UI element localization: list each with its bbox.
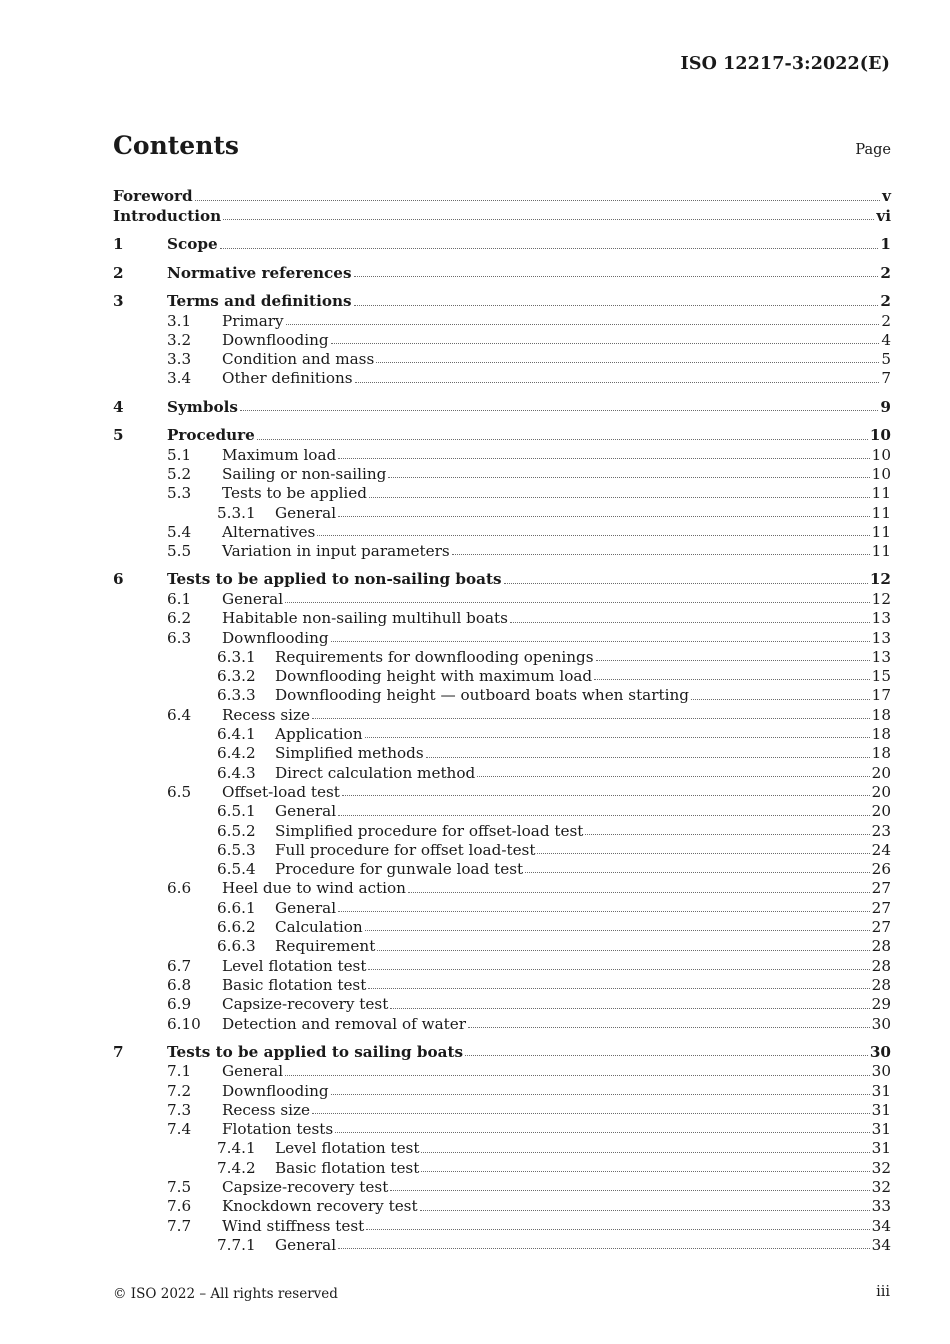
toc-entry-title: Level flotation test [275,1139,420,1158]
toc-entry-page: vi [876,206,891,225]
toc-entry[interactable] [113,841,891,860]
toc-entry-title: Capsize-recovery test [222,995,389,1014]
toc-entry-title: Condition and mass [222,350,375,369]
toc-entry-number: 6.4.1 [217,725,256,744]
toc-entry-number: 6.6 [167,879,192,898]
toc-entry-page: 2 [880,292,891,310]
toc-entry-title: Other definitions [222,369,353,388]
dot-leader [452,553,870,555]
toc-entry-page: 18 [871,744,891,763]
toc-entry[interactable] [113,465,891,484]
toc-entry-page: 10 [871,464,891,483]
toc-entry-page: 32 [871,1158,891,1177]
toc-entry-number: 6.3 [167,628,192,647]
toc-entry-title: Wind stiffness test [222,1216,365,1235]
toc-entry-page: 20 [871,802,891,821]
dot-leader [317,534,869,536]
toc-entry[interactable] [113,1120,891,1139]
toc-entry-number: 6.6.2 [217,918,256,937]
toc-entry[interactable] [113,292,891,312]
toc-entry-number: 5.4 [167,522,192,541]
toc-entry-number: 7.7 [167,1216,192,1235]
dot-leader [388,476,869,478]
toc-entry-page: 27 [871,898,891,917]
page-column-label: Page [855,142,891,158]
toc-entry-number: 7.1 [167,1062,192,1081]
toc-entry-page: 11 [871,542,891,561]
toc-entry[interactable] [113,398,891,418]
toc-entry-number: 2 [113,263,124,282]
toc-entry[interactable] [113,264,891,284]
toc-entry-number: 5.5 [167,542,192,561]
toc-entry-title: Procedure for gunwale load test [275,860,524,879]
toc-entry-page: 34 [871,1235,891,1254]
toc-entry-page: 31 [871,1081,891,1100]
copyright-footer: © ISO 2022 – All rights reserved [113,1286,338,1302]
dot-leader [285,601,870,603]
toc-entry-number: 3 [113,292,124,310]
toc-entry-page: 11 [871,503,891,522]
toc-entry-title: Introduction [113,206,222,225]
toc-entry-number: 7.6 [167,1197,192,1216]
toc-entry-title: Offset-load test [222,782,340,801]
dot-leader [286,323,880,325]
toc-entry-number: 6.5.3 [217,840,256,859]
dot-leader [468,1026,870,1028]
dot-leader [377,949,869,951]
toc-entry-title: Foreword [113,187,193,205]
toc-entry-page: 31 [871,1120,891,1139]
dot-leader [338,457,869,459]
toc-entry-title: Recess size [222,705,310,724]
toc-entry-number: 7.4.2 [217,1158,256,1177]
toc-entry-page: 20 [871,782,891,801]
dot-leader [525,871,870,873]
toc-entry-number: 6.5.4 [217,860,256,879]
toc-entry-title: Tests to be applied [222,484,367,503]
toc-entry[interactable] [113,426,891,446]
toc-entry-page: 1 [880,235,891,253]
toc-entry-page: 18 [871,725,891,744]
dot-leader [335,1131,869,1133]
toc-entry[interactable] [113,187,891,207]
toc-entry-number: 7.3 [167,1100,192,1119]
toc-entry-number: 5.3 [167,484,192,503]
toc-entry-title: Simplified procedure for offset-load test [275,821,584,840]
toc-entry-title: Recess size [222,1100,310,1119]
toc-entry-number: 6.6.1 [217,898,256,917]
toc-entry-title: Requirements for downflooding openings [275,647,594,666]
toc-entry-title: Downflooding [222,1081,329,1100]
toc-entry-page: 27 [871,918,891,937]
toc-entry-page: 2 [880,263,891,282]
toc-entry[interactable] [113,667,891,686]
toc-entry-page: 9 [880,397,891,416]
toc-entry-page: 29 [871,995,891,1014]
toc-entry-title: General [222,1062,284,1081]
toc-entry-number: 3.2 [167,330,192,349]
dot-leader [195,199,881,201]
dot-leader [376,361,879,363]
toc-entry-title: Direct calculation method [275,763,476,782]
toc-entry-number: 6.8 [167,975,192,994]
toc-entry-page: 12 [869,570,891,589]
dot-leader [420,1209,870,1211]
toc-entry-title: Scope [167,235,218,253]
dot-leader [368,987,869,989]
dot-leader [312,717,870,719]
toc-entry[interactable] [113,350,891,369]
toc-entry-title: Downflooding height with maximum load [275,667,593,686]
dot-leader [285,1074,870,1076]
toc-entry-page: 13 [871,609,891,628]
toc-entry-page: 11 [871,484,891,503]
toc-entry-number: 3.4 [167,369,192,388]
toc-entry[interactable] [113,369,891,388]
toc-entry[interactable] [113,822,891,841]
dot-leader [338,910,870,912]
toc-entry-title: General [275,1235,337,1254]
toc-entry-page: 5 [881,350,891,369]
dot-leader [223,218,874,220]
toc-entry[interactable] [113,1082,891,1101]
toc-entry-number: 4 [113,397,124,416]
toc-entry-page: 15 [871,667,891,686]
toc-entry-number: 3.3 [167,350,192,369]
toc-entry[interactable] [113,1139,891,1158]
toc-entry-page: 28 [871,937,891,956]
toc-entry-number: 7 [113,1042,124,1061]
toc-entry[interactable] [113,235,891,255]
toc-entry[interactable] [113,976,891,995]
dot-leader [331,342,880,344]
toc-entry-number: 6.4.3 [217,763,256,782]
toc-entry-number: 6.2 [167,609,192,628]
toc-entry[interactable] [113,706,891,725]
toc-entry-title: Variation in input parameters [222,542,450,561]
toc-entry-title: General [275,802,337,821]
dot-leader [220,247,879,249]
toc-entry-page: 27 [871,879,891,898]
toc-entry-title: Level flotation test [222,956,367,975]
toc-entry-title: Primary [222,311,284,330]
dot-leader [537,852,869,854]
toc-entry[interactable] [113,1043,891,1063]
toc-entry-number: 5.3.1 [217,503,256,522]
toc-entry[interactable] [113,1159,891,1178]
toc-entry-title: Flotation tests [222,1120,334,1139]
dot-leader [408,891,870,893]
toc-entry-title: General [275,503,337,522]
toc-entry[interactable] [113,609,891,628]
toc-entry-title: Heel due to wind action [222,879,406,898]
toc-entry-page: 17 [871,686,891,705]
toc-entry[interactable] [113,957,891,976]
toc-entry-title: General [275,898,337,917]
toc-entry[interactable] [113,570,891,590]
toc-entry[interactable] [113,484,891,503]
table-of-contents [113,183,891,1255]
toc-entry-number: 7.4.1 [217,1139,256,1158]
toc-entry-page: 18 [871,705,891,724]
toc-entry-number: 6.6.3 [217,937,256,956]
dot-leader [504,582,868,584]
dot-leader [390,1007,869,1009]
toc-entry[interactable] [113,1101,891,1120]
dot-leader [368,968,869,970]
dot-leader [331,640,870,642]
document-id-header: ISO 12217-3:2022(E) [680,54,890,74]
toc-entry[interactable] [113,331,891,350]
toc-entry-number: 6.5 [167,782,192,801]
toc-entry-page: 26 [871,860,891,879]
toc-entry[interactable] [113,860,891,879]
toc-entry[interactable] [113,1217,891,1236]
toc-entry-page: 10 [871,445,891,464]
toc-entry-page: 2 [881,311,891,330]
toc-entry-title: Capsize-recovery test [222,1178,389,1197]
toc-entry[interactable] [113,504,891,523]
toc-entry[interactable] [113,1062,891,1081]
toc-entry-title: Sailing or non-sailing [222,464,387,483]
toc-entry-title: Tests to be applied to sailing boats [167,1042,464,1061]
toc-entry-title: Habitable non-sailing multihull boats [222,609,508,628]
dot-leader [240,409,878,411]
toc-entry-page: 31 [871,1100,891,1119]
page-number: iii [876,1284,890,1300]
toc-entry-title: Knockdown recovery test [222,1197,418,1216]
toc-entry[interactable] [113,446,891,465]
dot-leader [338,1247,870,1249]
toc-entry-page: 24 [871,840,891,859]
toc-entry[interactable] [113,783,891,802]
dot-leader [421,1151,869,1153]
dot-leader [338,814,870,816]
toc-entry-page: 32 [871,1178,891,1197]
dot-leader [342,794,870,796]
toc-entry-page: 31 [871,1139,891,1158]
toc-entry-page: 30 [869,1042,891,1061]
dot-leader [354,304,879,306]
dot-leader [390,1189,869,1191]
toc-entry-number: 6.3.1 [217,647,256,666]
dot-leader [312,1112,870,1114]
toc-entry-number: 1 [113,235,124,253]
toc-entry-number: 6.1 [167,589,192,608]
toc-entry-title: Downflooding [222,628,329,647]
dot-leader [257,438,868,440]
toc-entry-number: 7.2 [167,1081,192,1100]
toc-entry[interactable] [113,937,891,956]
toc-entry-page: 34 [871,1216,891,1235]
toc-entry-title: Full procedure for offset load-test [275,840,536,859]
dot-leader [510,621,870,623]
toc-entry-page: 23 [871,821,891,840]
toc-entry-title: Calculation [275,918,363,937]
toc-entry-page: 28 [871,956,891,975]
dot-leader [354,275,879,277]
dot-leader [465,1054,868,1056]
toc-entry[interactable] [113,686,891,705]
toc-entry-page: 11 [871,522,891,541]
toc-entry[interactable] [113,879,891,898]
toc-entry[interactable] [113,918,891,937]
toc-entry[interactable] [113,764,891,783]
toc-entry-number: 5 [113,426,124,445]
toc-entry-number: 6.5.1 [217,802,256,821]
toc-entry-title: Normative references [167,263,352,282]
toc-entry-title: Maximum load [222,445,337,464]
toc-entry-title: Symbols [167,397,238,416]
toc-entry-title: Procedure [167,426,255,445]
dot-leader [355,381,880,383]
toc-entry-title: General [222,589,284,608]
toc-entry-number: 6.4 [167,705,192,724]
toc-entry-title: Downflooding height — outboard boats when starting [275,686,689,705]
toc-entry-page: 13 [871,628,891,647]
toc-entry-number: 7.5 [167,1178,192,1197]
dot-leader [365,736,870,738]
dot-leader [426,756,870,758]
dot-leader [585,833,869,835]
toc-entry[interactable] [113,899,891,918]
toc-entry-number: 5.2 [167,464,192,483]
toc-entry-page: 30 [871,1014,891,1033]
dot-leader [366,1228,869,1230]
toc-entry-page: 7 [881,369,891,388]
toc-entry-number: 6.4.2 [217,744,256,763]
toc-entry-page: 13 [871,647,891,666]
toc-entry-number: 6.9 [167,995,192,1014]
page-title: Contents [113,131,240,160]
toc-entry[interactable] [113,590,891,609]
toc-entry-number: 6.10 [167,1014,201,1033]
dot-leader [477,775,869,777]
toc-entry-page: 10 [869,426,891,445]
dot-leader [596,659,870,661]
dot-leader [369,496,870,498]
dot-leader [331,1093,870,1095]
toc-entry-page: v [882,187,891,205]
toc-entry-page: 20 [871,763,891,782]
toc-entry[interactable] [113,542,891,561]
toc-entry-number: 5.1 [167,445,192,464]
toc-entry[interactable] [113,802,891,821]
dot-leader [594,678,870,680]
toc-entry-title: Application [275,725,363,744]
toc-entry[interactable] [113,207,891,227]
toc-entry-title: Simplified methods [275,744,424,763]
toc-entry[interactable] [113,1236,891,1255]
dot-leader [365,929,870,931]
toc-entry-number: 6.7 [167,956,192,975]
toc-entry-number: 6.5.2 [217,821,256,840]
toc-entry-title: Requirement [275,937,376,956]
dot-leader [421,1170,869,1172]
toc-entry[interactable] [113,725,891,744]
toc-entry-page: 30 [871,1062,891,1081]
toc-entry[interactable] [113,1178,891,1197]
toc-entry-title: Basic flotation test [275,1158,420,1177]
toc-entry[interactable] [113,1197,891,1216]
toc-entry-number: 7.4 [167,1120,192,1139]
toc-entry-title: Detection and removal of water [222,1014,466,1033]
dot-leader [338,515,870,517]
toc-entry[interactable] [113,312,891,331]
toc-entry-page: 33 [871,1197,891,1216]
toc-entry[interactable] [113,744,891,763]
toc-entry-title: Terms and definitions [167,292,352,310]
toc-entry-number: 6.3.3 [217,686,256,705]
dot-leader [691,698,870,700]
toc-entry-page: 28 [871,975,891,994]
toc-entry-title: Tests to be applied to non-sailing boats [167,570,502,589]
toc-entry-number: 6 [113,570,124,589]
toc-entry-title: Downflooding [222,330,329,349]
toc-entry[interactable] [113,1015,891,1034]
toc-entry-title: Basic flotation test [222,975,367,994]
toc-entry-page: 4 [881,330,891,349]
toc-entry-title: Alternatives [222,522,316,541]
toc-entry-number: 7.7.1 [217,1235,256,1254]
toc-entry[interactable] [113,648,891,667]
toc-entry[interactable] [113,523,891,542]
toc-entry[interactable] [113,995,891,1014]
toc-entry-number: 6.3.2 [217,667,256,686]
toc-entry-number: 3.1 [167,311,192,330]
toc-entry[interactable] [113,629,891,648]
toc-entry-page: 12 [871,589,891,608]
